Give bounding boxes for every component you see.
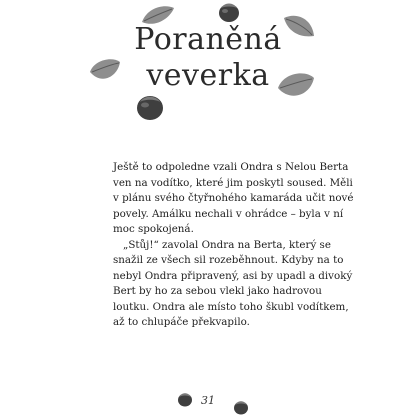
text-line: v plánu svého čtyřnohého kamaráda učit nové: [113, 192, 354, 205]
text-line: snažil ze všech sil rozeběhnout. Kdyby na to: [113, 254, 344, 267]
text-line: až to chlupáče překvapilo.: [113, 316, 250, 329]
text-line: ven na vodítko, které jim poskytl soused. Měli: [113, 176, 353, 189]
chapter-title-line-1: Poraněná: [134, 22, 282, 57]
text-line: „Stůj!“ zavolal Ondra na Berta, který se: [123, 238, 331, 251]
hazelnut-icon: [216, 0, 242, 24]
hazelnut-icon: [232, 398, 250, 416]
hazelnut-icon: [134, 92, 166, 122]
text-line: nebyl Ondra připravený, asi by upadl a divoký: [113, 269, 353, 282]
text-line: Ještě to odpoledne vzali Ondra s Nelou Berta: [113, 161, 349, 173]
chapter-title-line-2: veverka: [146, 58, 270, 93]
chapter-title: [110, 22, 306, 94]
body-text: [113, 160, 354, 331]
text-line: loutku. Ondra ale místo toho škubl vodítkem,: [113, 300, 349, 313]
text-line: Bert by ho za sebou vlekl jako hadrovou: [113, 285, 322, 298]
text-line: moc spokojená.: [113, 223, 194, 236]
text-line: povely. Amálku nechali v ohrádce – byla v ní: [113, 207, 344, 220]
page-number: 31: [201, 394, 215, 407]
